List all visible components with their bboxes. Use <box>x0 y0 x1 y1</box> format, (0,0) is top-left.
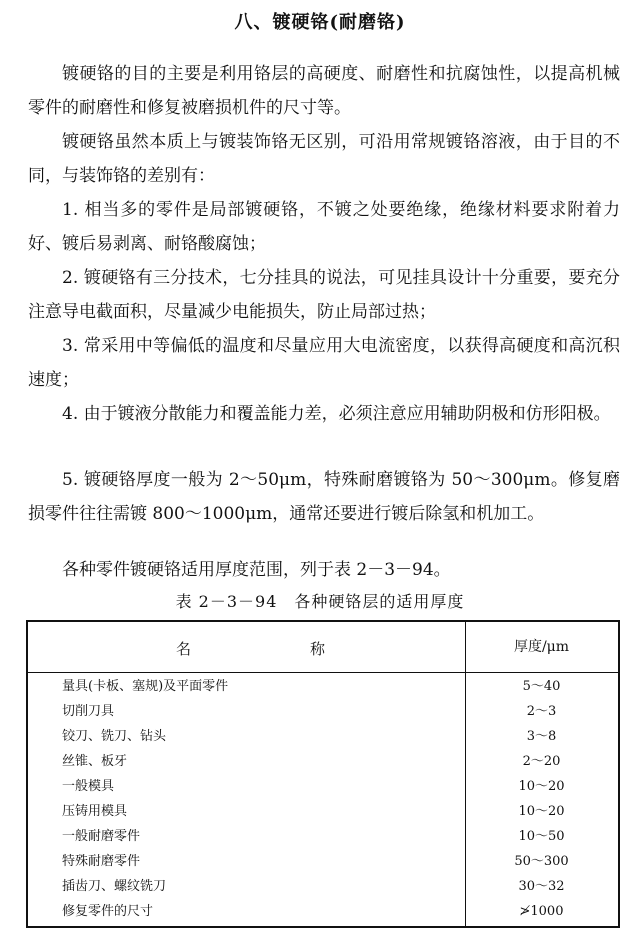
row-name: 切削刀具 <box>62 704 115 719</box>
table-row <box>28 849 618 874</box>
row-name: 一般耐磨零件 <box>62 829 141 844</box>
table-row <box>28 724 618 749</box>
row-thickness: 2～3 <box>526 704 557 719</box>
row-thickness: 5～40 <box>522 679 561 694</box>
paragraph-item-3: 3. 常采用中等偏低的温度和尽量应用大电流密度，以获得高硬度和高沉积速度； <box>28 336 620 390</box>
paragraph-item-1: 1. 相当多的零件是局部镀硬铬，不镀之处要绝缘，绝缘材料要求附着力好、镀后易剥离、耐铬酸腐蚀； <box>28 200 620 254</box>
row-thickness: 30～32 <box>518 879 565 894</box>
header-name-char-2: 称 <box>310 640 326 658</box>
header-name-cell <box>28 638 465 658</box>
row-thickness: 10～20 <box>518 779 565 794</box>
row-name: 铰刀、铣刀、钻头 <box>62 729 167 744</box>
row-thickness: 50～300 <box>514 854 569 869</box>
row-name: 修复零件的尺寸 <box>62 904 154 919</box>
table-row <box>28 899 618 924</box>
row-name: 压铸用模具 <box>62 804 128 819</box>
table-body <box>28 674 618 924</box>
row-thickness: 10～20 <box>518 804 565 819</box>
table-row <box>28 799 618 824</box>
header-name-char-1: 名 <box>176 640 192 658</box>
paragraph-item-2: 2. 镀硬铬有三分技术，七分挂具的说法，可见挂具设计十分重要，要充分注意导电截面积，尽量减少电能损失，防止局部过热； <box>28 268 620 322</box>
table-row <box>28 674 618 699</box>
table-caption: 表 2－3－94 各种硬铬层的适用厚度 <box>175 592 465 611</box>
paragraph-item-4: 4. 由于镀液分散能力和覆盖能力差，必须注意应用辅助阴极和仿形阳极。 <box>62 404 611 424</box>
row-thickness: 10～50 <box>518 829 565 844</box>
row-thickness: 2～20 <box>522 754 561 769</box>
table-row <box>28 824 618 849</box>
paragraph-table-reference: 各种零件镀硬铬适用厚度范围，列于表 2－3－94。 <box>62 560 451 580</box>
row-thickness: ≯1000 <box>519 904 564 919</box>
row-name: 量具(卡板、塞规)及平面零件 <box>62 679 229 694</box>
row-name: 一般模具 <box>62 779 115 794</box>
row-name: 特殊耐磨零件 <box>62 854 141 869</box>
table-row <box>28 774 618 799</box>
paragraph-item-5: 5. 镀硬铬厚度一般为 2～50μm，特殊耐磨镀铬为 50～300μm。修复磨损零件往往需镀 800～1000μm，通常还要进行镀后除氢和机加工。 <box>28 470 620 524</box>
table-row <box>28 699 618 724</box>
thickness-table <box>26 620 620 928</box>
row-thickness: 3～8 <box>526 729 557 744</box>
paragraph-purpose: 镀硬铬的目的主要是利用铬层的高硬度、耐磨性和抗腐蚀性，以提高机械零件的耐磨性和修复被磨损机件的尺寸等。 <box>28 64 620 118</box>
paragraph-difference-intro: 镀硬铬虽然本质上与镀装饰铬无区别，可沿用常规镀铬溶液，由于目的不同，与装饰铬的差别有： <box>28 132 620 186</box>
table-header <box>28 622 618 673</box>
table-row <box>28 874 618 899</box>
row-name: 插齿刀、螺纹铣刀 <box>62 879 167 894</box>
row-name: 丝锥、板牙 <box>62 754 128 769</box>
header-thickness: 厚度/μm <box>513 639 570 655</box>
table-row <box>28 749 618 774</box>
section-title: 八、镀硬铬(耐磨铬) <box>234 12 406 33</box>
